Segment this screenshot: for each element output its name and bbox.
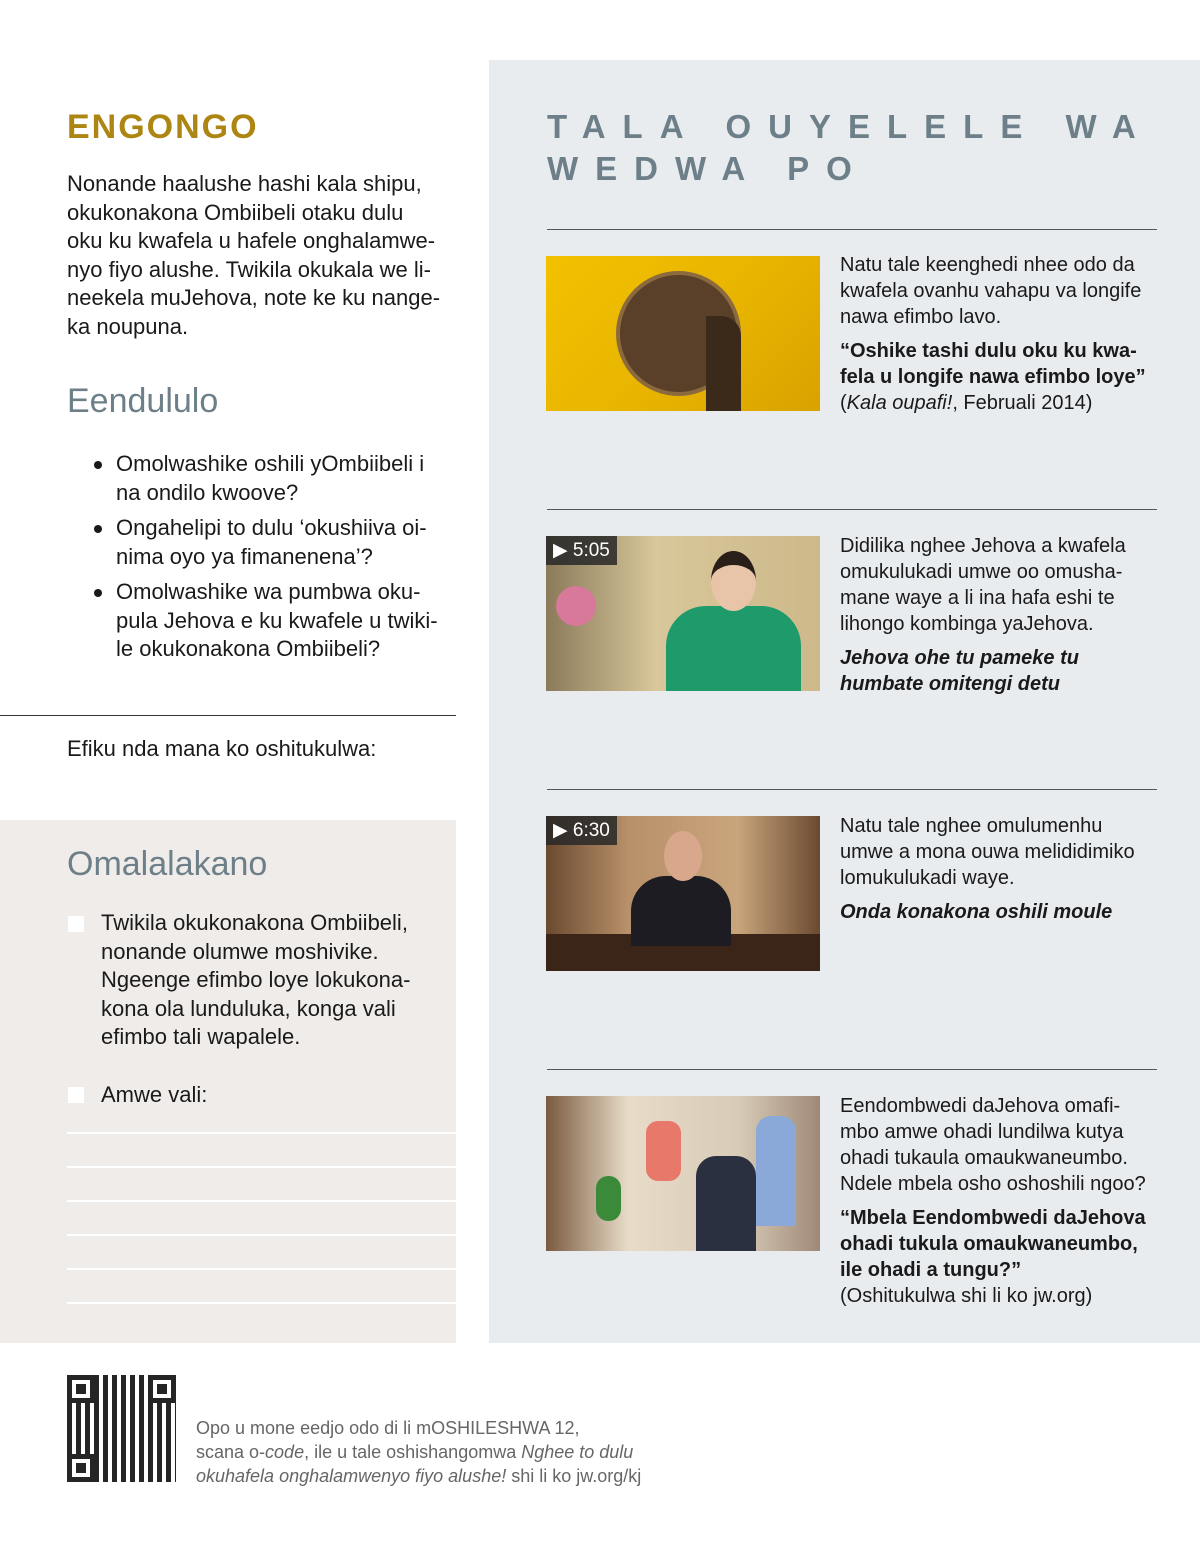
source-title: Kala oupafi! <box>846 392 953 414</box>
divider <box>547 789 1157 790</box>
footer-line <box>196 1464 641 1488</box>
goal-text: Amwe vali: <box>101 1082 208 1107</box>
footer-italic: okuhafela onghalamwenyo fiyo alushe! <box>196 1466 507 1486</box>
footer-text: , ile u tale oshishangomwa <box>304 1442 522 1462</box>
footer-text: scana o- <box>196 1442 266 1462</box>
article-source: (Kala oupafi!, Februali 2014) <box>840 392 1093 414</box>
divider <box>547 229 1157 230</box>
intro-text: Nonande haalushe hashi kala shipu, okukonakona Ombiibeli otaku dulu oku ku kwafela u hafele onghalamwe- nyo fiyo alushe. Twikila okukala we li- neekela muJehova, note ke ku nange- ka noupuna. <box>67 171 441 339</box>
article-source: (Oshitukulwa shi li ko jw.org) <box>840 1285 1093 1307</box>
article-image-family[interactable] <box>546 1096 820 1251</box>
video-summary <box>840 813 1160 925</box>
article-image-time-head[interactable] <box>546 256 820 411</box>
video-summary <box>840 533 1160 697</box>
duration-text: 6:30 <box>572 820 610 841</box>
goal-text: Twikila okukonakona Ombiibeli, nonande olumwe moshivike. Ngeenge efimbo loye lokukona- kona ola lunduluka, konga vali efimbo tali wapalele. <box>101 910 411 1049</box>
review-question: Omolwashike wa pumbwa oku- pula Jehova e ku kwafele u twiki- le okukonakona Ombiibeli? <box>92 578 462 664</box>
article-link[interactable]: “Mbela Eendombwedi daJehova ohadi tukula omaukwaneumbo, ile ohadi a tungu?” <box>840 1207 1146 1281</box>
review-questions <box>92 450 462 671</box>
video-duration <box>546 816 617 845</box>
footer-italic: Nghee to dulu <box>521 1442 634 1462</box>
goal-checkbox[interactable] <box>68 1087 84 1103</box>
video-link[interactable]: Jehova ohe tu pameke tu humbate omitengi detu <box>840 647 1079 695</box>
write-line[interactable] <box>67 1200 456 1202</box>
divider <box>547 1069 1157 1070</box>
summary-text: Eendombwedi daJehova omafi- mbo amwe ohadi lundilwa kutya ohadi tukaula omaukwaneumbo. Ndele mbela osho oshoshili ngoo? <box>840 1095 1146 1195</box>
write-line[interactable] <box>67 1234 456 1236</box>
video-link[interactable]: Onda konakona oshili moule <box>840 901 1113 923</box>
qr-code[interactable] <box>67 1375 176 1482</box>
goals-box <box>0 820 456 1343</box>
video-duration <box>546 536 617 565</box>
summary-text: Natu tale keenghedi nhee odo da kwafela ovanhu vahapu va longife nawa efimbo lavo. <box>840 254 1142 328</box>
video-thumbnail-man[interactable] <box>546 816 820 971</box>
qr-finder <box>148 1375 176 1403</box>
review-question: Ongahelipi to dulu ‘okushiiva oi- nima oyo ya fimanenena’? <box>92 514 462 571</box>
divider <box>0 715 456 716</box>
footer-line: Opo u mone eedjo odo di li mOSHILESHWA 12, <box>196 1418 580 1438</box>
footer-text: shi li ko jw.org/kj <box>506 1466 642 1486</box>
play-icon: ▶ <box>553 540 573 561</box>
summary-text: Natu tale nghee omulumenhu umwe a mona ouwa melididimiko lomukulukadi waye. <box>840 815 1135 889</box>
source-date: , Februali 2014) <box>952 392 1093 414</box>
footer-line <box>196 1440 641 1464</box>
footer-italic: code <box>265 1442 305 1462</box>
write-line[interactable] <box>67 1302 456 1304</box>
review-heading: Eendululo <box>67 382 219 420</box>
article-link[interactable]: “Oshike tashi dulu oku ku kwa- fela u longife nawa efimbo loye” <box>840 340 1146 388</box>
write-line[interactable] <box>67 1166 456 1168</box>
related-info-heading: TALA OUYELELE WA WEDWA PO <box>547 108 1153 187</box>
completion-date-prompt: Efiku nda mana ko oshitukulwa: <box>67 736 377 761</box>
review-question: Omolwashike oshili yOmbiibeli i na ondilo kwoove? <box>92 450 462 507</box>
article-summary <box>840 252 1160 416</box>
goal-checkbox[interactable] <box>68 916 84 932</box>
footer-note <box>196 1416 641 1488</box>
duration-text: 5:05 <box>572 540 610 561</box>
qr-finder <box>67 1454 95 1482</box>
write-line[interactable] <box>67 1268 456 1270</box>
video-thumbnail-woman[interactable] <box>546 536 820 691</box>
divider <box>547 509 1157 510</box>
goals-heading: Omalalakano <box>67 845 268 883</box>
write-line[interactable] <box>67 1132 456 1134</box>
lesson-title: ENGONGO <box>67 108 259 146</box>
play-icon: ▶ <box>553 820 573 841</box>
article-summary <box>840 1093 1160 1309</box>
qr-finder <box>67 1375 95 1403</box>
summary-text: Didilika nghee Jehova a kwafela omukulukadi umwe oo omusha- mane waye a li ina hafa eshi te lihongo kombinga yaJehova. <box>840 535 1126 635</box>
